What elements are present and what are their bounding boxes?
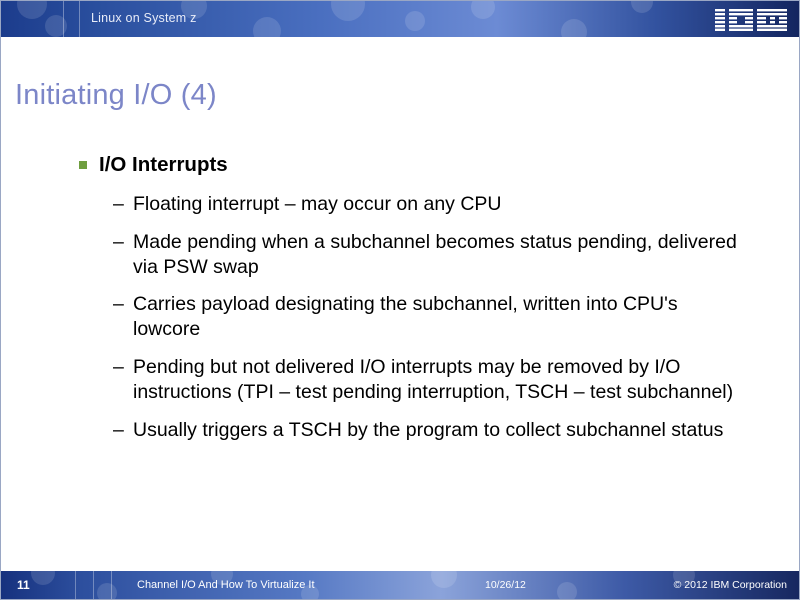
footer-document-title: Channel I/O And How To Virtualize It bbox=[137, 579, 315, 591]
footer-divider bbox=[75, 571, 76, 599]
list-item-text: Carries payload designating the subchannel, written into CPU's lowcore bbox=[133, 293, 678, 341]
footer-divider bbox=[111, 571, 112, 599]
slide-footer bbox=[1, 571, 800, 599]
dash-icon: – bbox=[113, 356, 124, 379]
footer-divider bbox=[93, 571, 94, 599]
bullet-level1 bbox=[79, 153, 739, 178]
dash-icon: – bbox=[113, 192, 124, 215]
list-item bbox=[79, 230, 739, 280]
list-item-text: Made pending when a subchannel becomes status pending, delivered via PSW swap bbox=[133, 230, 737, 278]
dash-icon: – bbox=[113, 293, 124, 316]
bullet-list bbox=[79, 192, 739, 444]
page-title: Initiating I/O (4) bbox=[15, 79, 217, 111]
slide-header bbox=[1, 1, 800, 37]
bullet-level1-text: I/O Interrupts bbox=[99, 153, 228, 176]
footer-copyright: © 2012 IBM Corporation bbox=[673, 579, 787, 591]
bullet-square-icon bbox=[79, 161, 87, 169]
list-item bbox=[79, 418, 739, 443]
slide-body bbox=[79, 153, 739, 456]
header-divider bbox=[63, 1, 64, 37]
list-item-text: Usually triggers a TSCH by the program to collect subchannel status bbox=[133, 419, 724, 442]
list-item bbox=[79, 192, 739, 217]
footer-date: 10/26/12 bbox=[485, 579, 526, 591]
list-item bbox=[79, 355, 739, 405]
page-number: 11 bbox=[17, 578, 30, 592]
header-title: Linux on System z bbox=[91, 11, 197, 25]
header-divider bbox=[79, 1, 80, 37]
list-item bbox=[79, 292, 739, 342]
list-item-text: Pending but not delivered I/O interrupts may be removed by I/O instructions (TPI – test pending interruption, TSCH – test subchannel) bbox=[133, 356, 734, 404]
list-item-text: Floating interrupt – may occur on any CPU bbox=[133, 192, 502, 215]
dash-icon: – bbox=[113, 230, 124, 253]
dash-icon: – bbox=[113, 419, 124, 442]
ibm-logo-icon bbox=[715, 9, 787, 31]
